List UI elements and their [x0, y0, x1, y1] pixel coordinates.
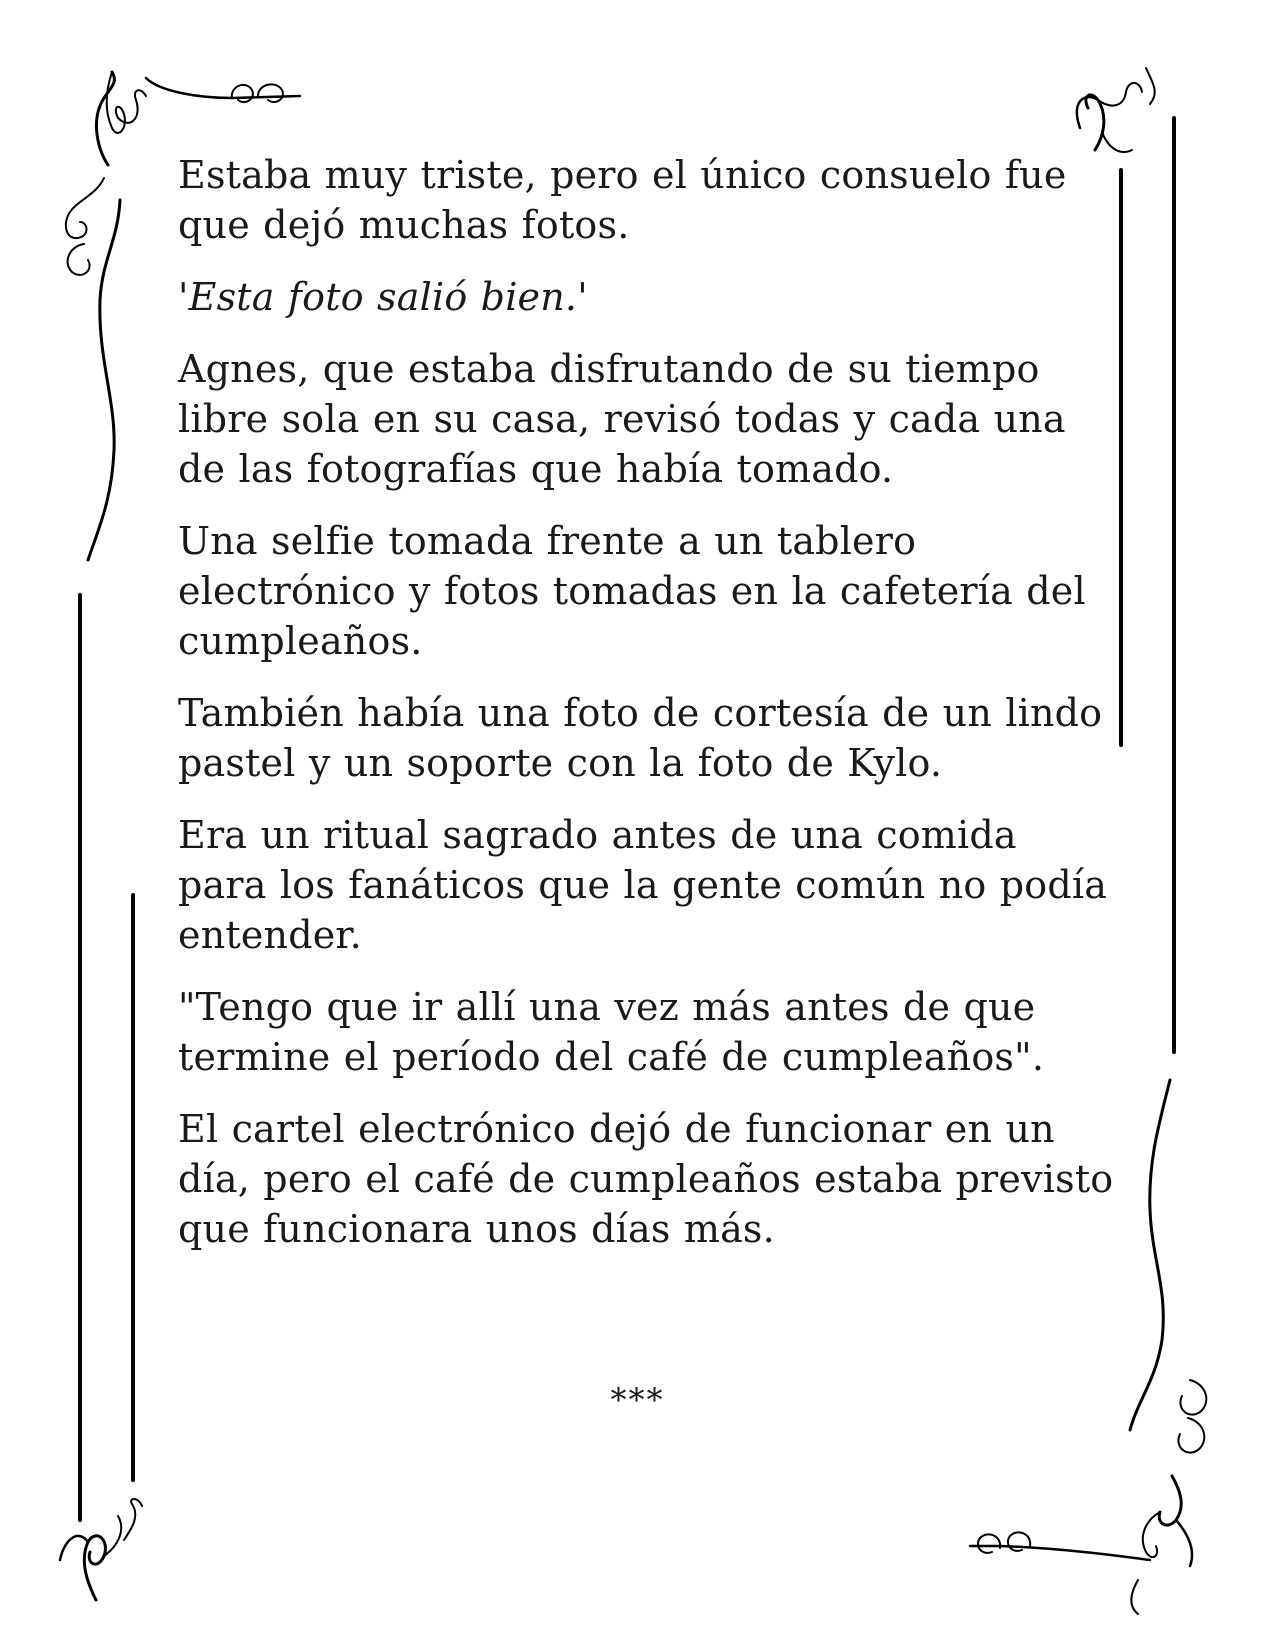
paragraph-2-quote: 'Esta foto salió bien.': [178, 275, 588, 319]
paragraph-7: "Tengo que ir allí una vez más antes de que termine el período del café de cumpleaños".: [178, 985, 1045, 1079]
flourish-top-right-icon: [1077, 68, 1155, 152]
flourish-bottom-left-icon: [60, 1499, 142, 1600]
paragraph-4: Una selfie tomada frente a un tablero electrónico y fotos tomadas en la cafetería del cumpleaños.: [178, 519, 1086, 663]
scene-break: ***: [610, 1381, 665, 1419]
document-body: [178, 150, 1118, 1276]
paragraph-8: El cartel electrónico dejó de funcionar en un día, pero el café de cumpleaños estaba previsto que funcionara unos días más.: [178, 1107, 1114, 1251]
paragraph-6: Era un ritual sagrado antes de una comida para los fanáticos que la gente común no podía entender.: [178, 813, 1108, 957]
border-curve-right: [1130, 1080, 1170, 1430]
paragraph-5: También había una foto de cortesía de un lindo pastel y un soporte con la foto de Kylo.: [178, 691, 1103, 785]
paragraph-3: Agnes, que estaba disfrutando de su tiempo libre sola en su casa, revisó todas y cada una de las fotografías que había tomado.: [178, 347, 1066, 491]
paragraph-1: Estaba muy triste, pero el único consuelo fue que dejó muchas fotos.: [178, 153, 1067, 247]
